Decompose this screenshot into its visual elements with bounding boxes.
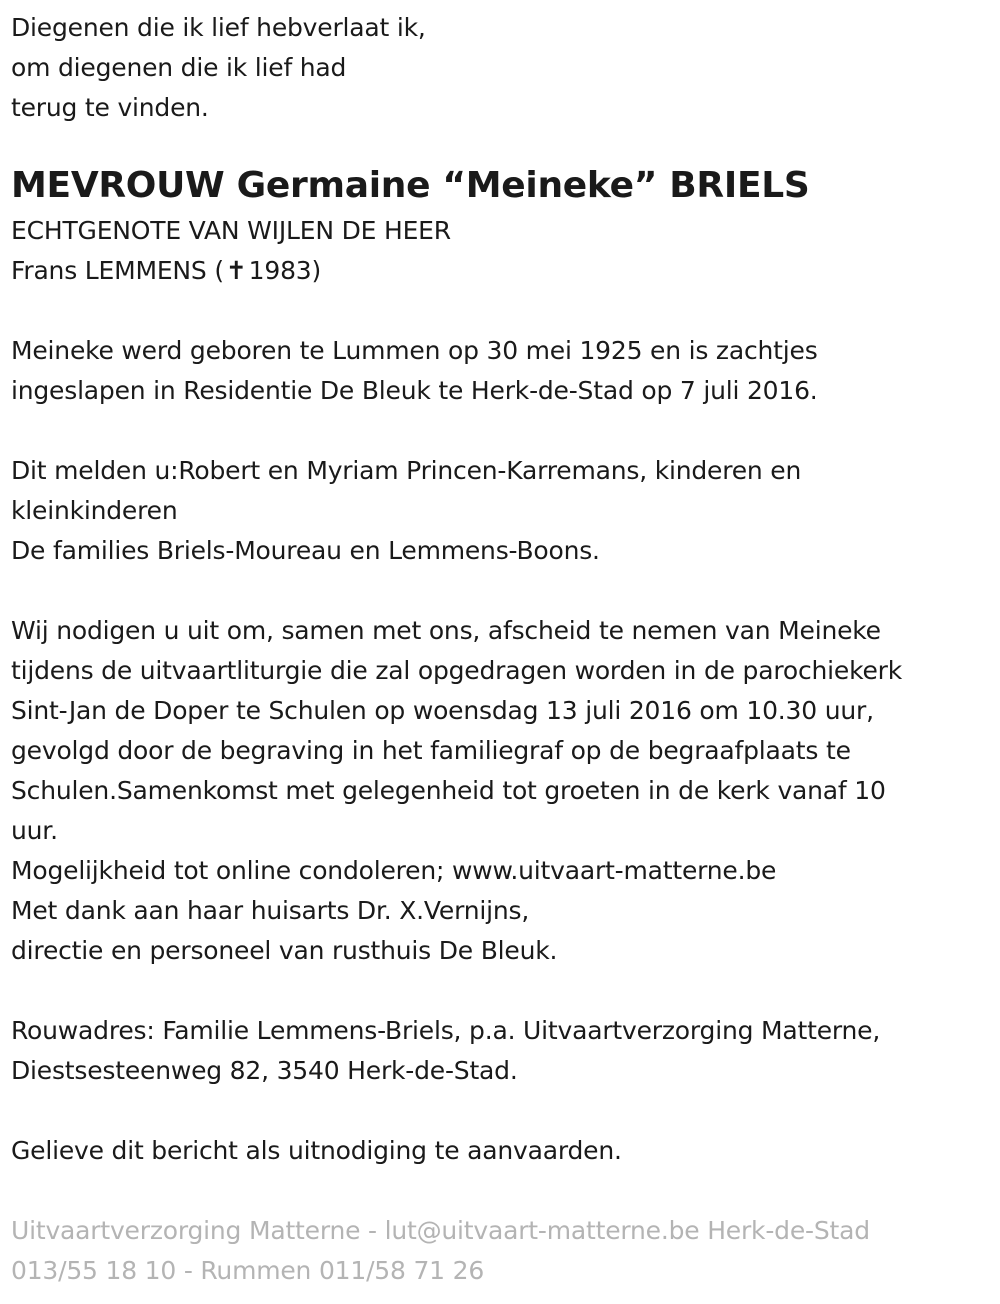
thanks-line: Met dank aan haar huisarts Dr. X.Vernijns, bbox=[11, 896, 530, 925]
closing-paragraph bbox=[11, 1131, 990, 1171]
thanks-line: directie en personeel van rusthuis De Bleuk. bbox=[11, 936, 558, 965]
paragraph-line: uur. bbox=[11, 816, 58, 845]
birth-death-paragraph bbox=[11, 331, 990, 411]
spouse-death-year: 1983) bbox=[248, 256, 322, 285]
poem-line: om diegenen die ik lief had bbox=[11, 53, 347, 82]
cross-icon: ✝ bbox=[225, 256, 247, 285]
paragraph-line: Sint-Jan de Doper te Schulen op woensdag 13 juli 2016 om 10.30 uur, bbox=[11, 696, 874, 725]
spouse-label: ECHTGENOTE VAN WIJLEN DE HEER bbox=[11, 216, 451, 245]
deceased-name: MEVROUW Germaine “Meineke” BRIELS bbox=[11, 165, 810, 206]
address-line: Diestsesteenweg 82, 3540 Herk-de-Stad. bbox=[11, 1056, 518, 1085]
announcers-paragraph bbox=[11, 451, 990, 571]
condolence-line: Mogelijkheid tot online condoleren; www.uitvaart-matterne.be bbox=[11, 856, 777, 885]
address-line: Rouwadres: Familie Lemmens-Briels, p.a. Uitvaartverzorging Matterne, bbox=[11, 1016, 881, 1045]
paragraph-line: De families Briels-Moureau en Lemmens-Boons. bbox=[11, 536, 600, 565]
footer bbox=[11, 1211, 990, 1291]
spouse-name-prefix: Frans LEMMENS ( bbox=[11, 256, 224, 285]
paragraph-line: tijdens de uitvaartliturgie die zal opgedragen worden in de parochiekerk bbox=[11, 656, 902, 685]
paragraph-line: ingeslapen in Residentie De Bleuk te Herk-de-Stad op 7 juli 2016. bbox=[11, 376, 818, 405]
spouse-name bbox=[11, 251, 990, 291]
invitation-paragraph bbox=[11, 611, 990, 971]
poem-line: Diegenen die ik lief hebverlaat ik, bbox=[11, 13, 426, 42]
address-paragraph bbox=[11, 1011, 990, 1091]
paragraph-line: Wij nodigen u uit om, samen met ons, afscheid te nemen van Meineke bbox=[11, 616, 881, 645]
poem-line: terug te vinden. bbox=[11, 93, 209, 122]
footer-line: 013/55 18 10 - Rummen 011/58 71 26 bbox=[11, 1256, 485, 1285]
paragraph-line: gevolgd door de begraving in het familiegraf op de begraafplaats te bbox=[11, 736, 851, 765]
paragraph-line: Dit melden u:Robert en Myriam Princen-Karremans, kinderen en bbox=[11, 456, 802, 485]
paragraph-line: Schulen.Samenkomst met gelegenheid tot groeten in de kerk vanaf 10 bbox=[11, 776, 886, 805]
closing-line: Gelieve dit bericht als uitnodiging te aanvaarden. bbox=[11, 1136, 622, 1165]
deceased-block bbox=[11, 161, 990, 291]
footer-line: Uitvaartverzorging Matterne - lut@uitvaart-matterne.be Herk-de-Stad bbox=[11, 1216, 870, 1245]
paragraph-line: kleinkinderen bbox=[11, 496, 178, 525]
poem-block bbox=[11, 8, 990, 128]
paragraph-line: Meineke werd geboren te Lummen op 30 mei 1925 en is zachtjes bbox=[11, 336, 818, 365]
